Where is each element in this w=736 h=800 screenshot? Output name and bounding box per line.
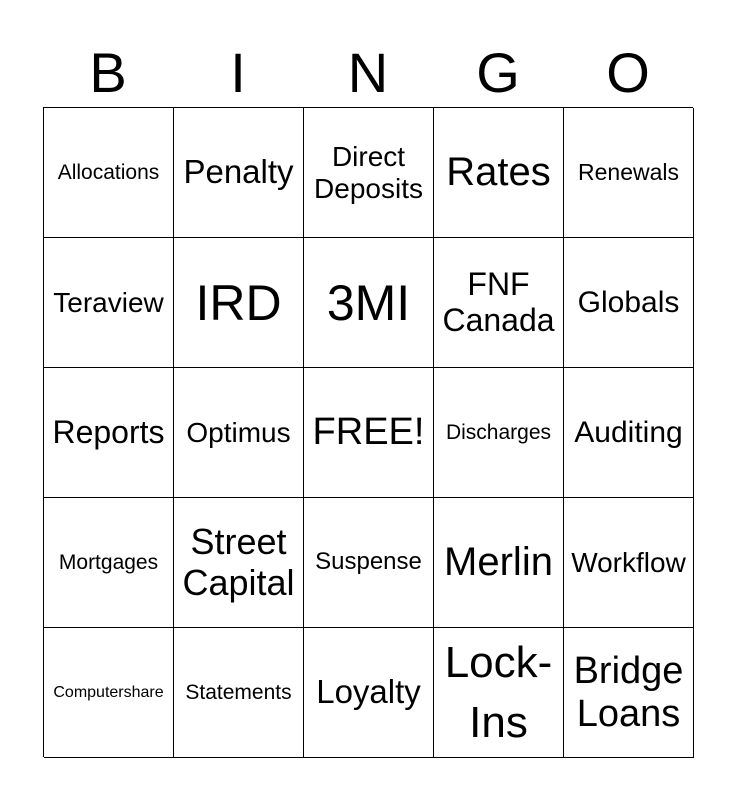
bingo-cell[interactable]: Rates	[434, 108, 564, 238]
bingo-cell[interactable]: Bridge Loans	[564, 628, 694, 758]
bingo-cell[interactable]: Loyalty	[304, 628, 434, 758]
bingo-cell[interactable]: IRD	[174, 238, 304, 368]
bingo-cell[interactable]: Merlin	[434, 498, 564, 628]
bingo-cell[interactable]: Suspense	[304, 498, 434, 628]
bingo-cell[interactable]: FNF Canada	[434, 238, 564, 368]
bingo-cell[interactable]: Lock-Ins	[434, 628, 564, 758]
bingo-cell[interactable]: Discharges	[434, 368, 564, 498]
bingo-cell[interactable]: Optimus	[174, 368, 304, 498]
header-letter-i: I	[230, 41, 246, 104]
bingo-cell[interactable]: Reports	[44, 368, 174, 498]
bingo-cell[interactable]: Globals	[564, 238, 694, 368]
header-letter-o: O	[606, 41, 650, 104]
bingo-cell[interactable]: 3MI	[304, 238, 434, 368]
bingo-cell[interactable]: Auditing	[564, 368, 694, 498]
header-letter-n: N	[347, 41, 389, 104]
bingo-cell[interactable]: Renewals	[564, 108, 694, 238]
bingo-cell[interactable]: Workflow	[564, 498, 694, 628]
bingo-cell[interactable]: Teraview	[44, 238, 174, 368]
header-letter-g: G	[476, 41, 520, 104]
bingo-cell[interactable]: Allocations	[44, 108, 174, 238]
bingo-header	[43, 40, 693, 106]
bingo-cell[interactable]: FREE!	[304, 368, 434, 498]
bingo-cell[interactable]: Direct Deposits	[304, 108, 434, 238]
bingo-grid	[43, 107, 693, 757]
header-letter-b: B	[89, 41, 127, 104]
bingo-cell[interactable]: Computershare	[44, 628, 174, 758]
bingo-cell[interactable]: Mortgages	[44, 498, 174, 628]
bingo-cell[interactable]: Statements	[174, 628, 304, 758]
bingo-cell[interactable]: Penalty	[174, 108, 304, 238]
bingo-cell[interactable]: Street Capital	[174, 498, 304, 628]
